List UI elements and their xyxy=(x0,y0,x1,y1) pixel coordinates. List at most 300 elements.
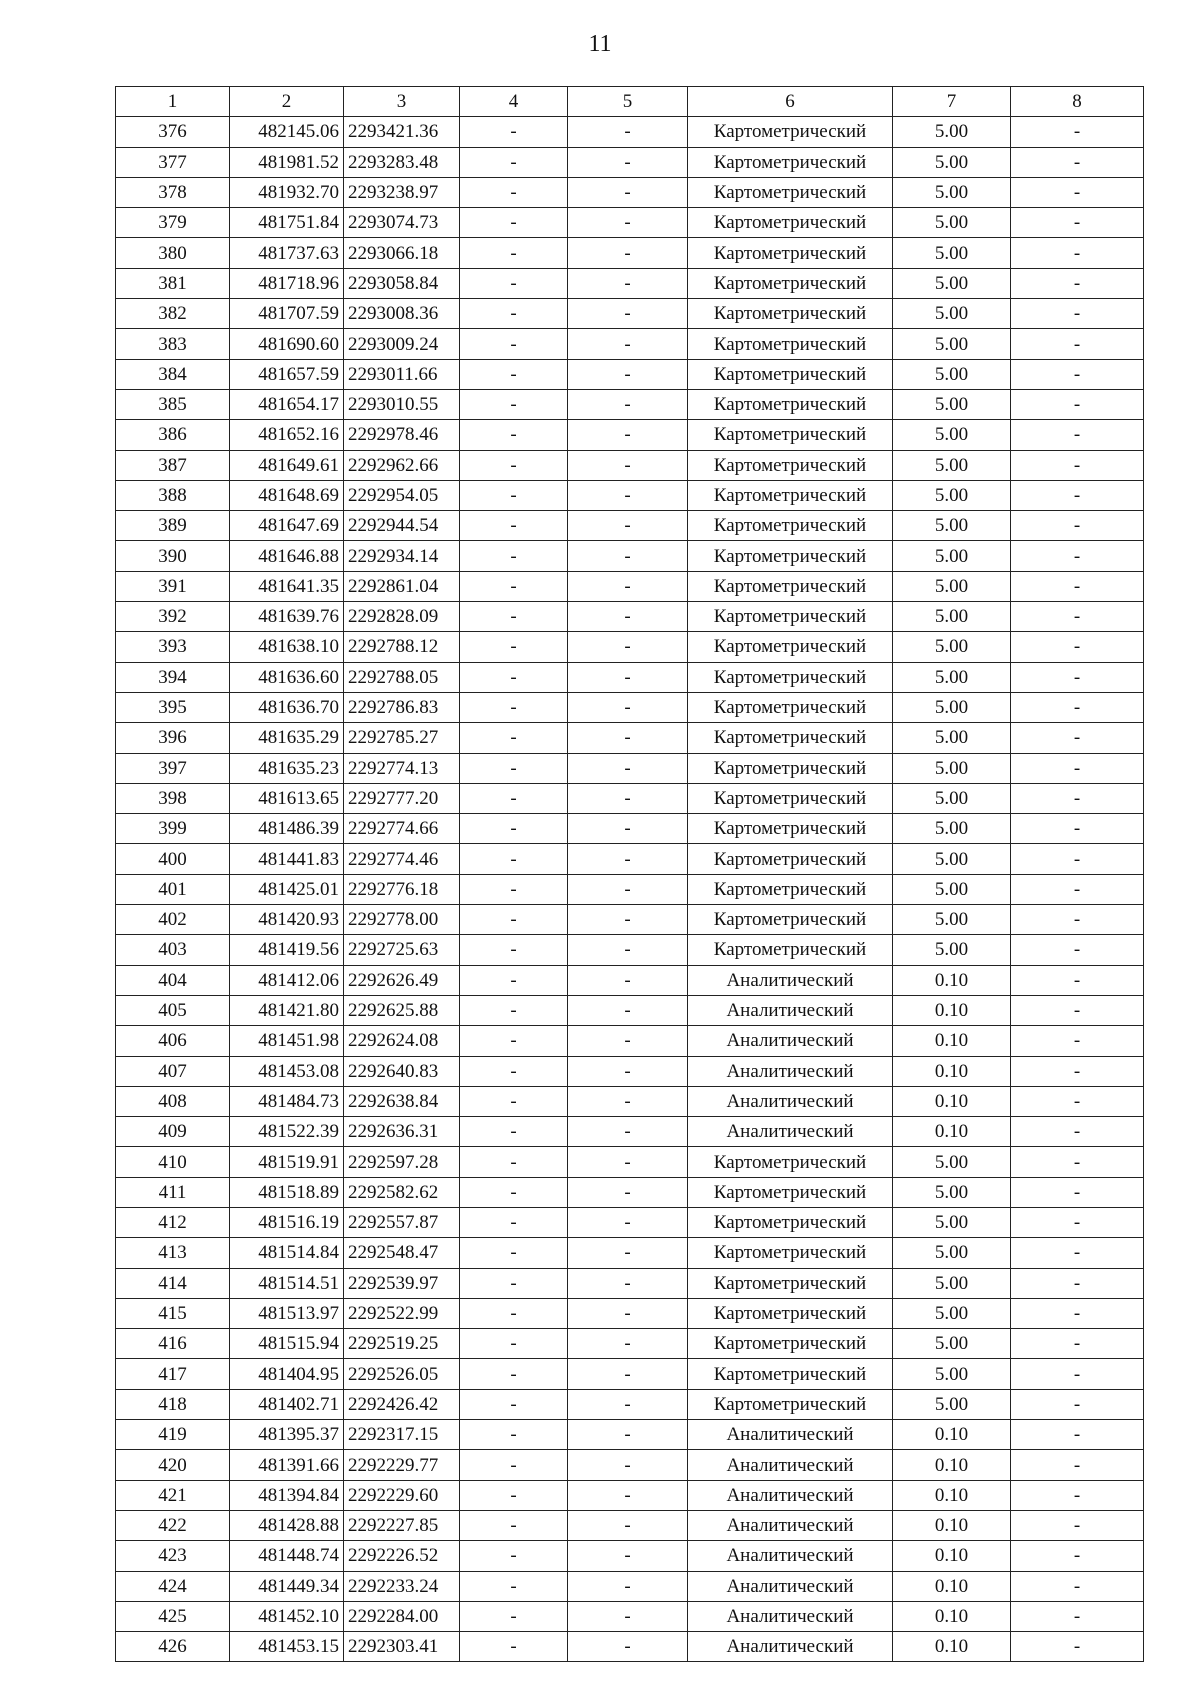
accuracy-cell: 5.00 xyxy=(893,692,1011,722)
y-coordinate-cell: 2292934.14 xyxy=(344,541,460,571)
table-row xyxy=(116,450,1144,480)
accuracy-cell: 5.00 xyxy=(893,117,1011,147)
point-number-cell: 401 xyxy=(116,874,230,904)
col-4-cell: - xyxy=(460,1298,568,1328)
y-coordinate-cell: 2292636.31 xyxy=(344,1117,460,1147)
point-number-cell: 380 xyxy=(116,238,230,268)
table-row xyxy=(116,1359,1144,1389)
point-number-cell: 408 xyxy=(116,1086,230,1116)
col-5-cell: - xyxy=(568,511,688,541)
y-coordinate-cell: 2292778.00 xyxy=(344,905,460,935)
table-row xyxy=(116,1601,1144,1631)
col-5-cell: - xyxy=(568,814,688,844)
col-4-cell: - xyxy=(460,268,568,298)
col-4-cell: - xyxy=(460,723,568,753)
col-8-cell: - xyxy=(1011,117,1144,147)
col-8-cell: - xyxy=(1011,1117,1144,1147)
col-8-cell: - xyxy=(1011,1329,1144,1359)
col-8-cell: - xyxy=(1011,268,1144,298)
col-4-cell: - xyxy=(460,1207,568,1237)
col-5-cell: - xyxy=(568,1510,688,1540)
x-coordinate-cell: 481707.59 xyxy=(230,299,344,329)
point-number-cell: 390 xyxy=(116,541,230,571)
col-5-cell: - xyxy=(568,1238,688,1268)
point-number-cell: 394 xyxy=(116,662,230,692)
method-cell: Аналитический xyxy=(688,1480,893,1510)
col-4-cell: - xyxy=(460,874,568,904)
method-cell: Аналитический xyxy=(688,1026,893,1056)
y-coordinate-cell: 2292229.60 xyxy=(344,1480,460,1510)
accuracy-cell: 0.10 xyxy=(893,1420,1011,1450)
x-coordinate-cell: 481649.61 xyxy=(230,450,344,480)
method-cell: Картометрический xyxy=(688,147,893,177)
x-coordinate-cell: 481635.29 xyxy=(230,723,344,753)
method-cell: Картометрический xyxy=(688,208,893,238)
y-coordinate-cell: 2293074.73 xyxy=(344,208,460,238)
col-5-cell: - xyxy=(568,1389,688,1419)
point-number-cell: 423 xyxy=(116,1541,230,1571)
accuracy-cell: 5.00 xyxy=(893,389,1011,419)
accuracy-cell: 5.00 xyxy=(893,177,1011,207)
table-row xyxy=(116,1298,1144,1328)
y-coordinate-cell: 2292828.09 xyxy=(344,602,460,632)
accuracy-cell: 5.00 xyxy=(893,541,1011,571)
point-number-cell: 420 xyxy=(116,1450,230,1480)
col-5-cell: - xyxy=(568,571,688,601)
method-cell: Картометрический xyxy=(688,814,893,844)
y-coordinate-cell: 2292785.27 xyxy=(344,723,460,753)
y-coordinate-cell: 2292526.05 xyxy=(344,1359,460,1389)
y-coordinate-cell: 2292303.41 xyxy=(344,1632,460,1662)
method-cell: Картометрический xyxy=(688,1238,893,1268)
method-cell: Картометрический xyxy=(688,1177,893,1207)
col-4-cell: - xyxy=(460,965,568,995)
method-cell: Картометрический xyxy=(688,935,893,965)
col-5-cell: - xyxy=(568,1601,688,1631)
point-number-cell: 421 xyxy=(116,1480,230,1510)
table-row xyxy=(116,1177,1144,1207)
x-coordinate-cell: 482145.06 xyxy=(230,117,344,147)
col-4-cell: - xyxy=(460,1268,568,1298)
point-number-cell: 395 xyxy=(116,692,230,722)
accuracy-cell: 5.00 xyxy=(893,329,1011,359)
col-5-cell: - xyxy=(568,1359,688,1389)
col-8-cell: - xyxy=(1011,177,1144,207)
col-4-cell: - xyxy=(460,117,568,147)
col-5-cell: - xyxy=(568,177,688,207)
y-coordinate-cell: 2292786.83 xyxy=(344,692,460,722)
method-cell: Картометрический xyxy=(688,1389,893,1419)
accuracy-cell: 0.10 xyxy=(893,1026,1011,1056)
method-cell: Картометрический xyxy=(688,753,893,783)
table-row xyxy=(116,814,1144,844)
method-cell: Картометрический xyxy=(688,299,893,329)
col-8-cell: - xyxy=(1011,1026,1144,1056)
point-number-cell: 416 xyxy=(116,1329,230,1359)
point-number-cell: 422 xyxy=(116,1510,230,1540)
x-coordinate-cell: 481486.39 xyxy=(230,814,344,844)
col-8-cell: - xyxy=(1011,632,1144,662)
method-cell: Картометрический xyxy=(688,541,893,571)
table-row xyxy=(116,268,1144,298)
accuracy-cell: 5.00 xyxy=(893,783,1011,813)
header-row xyxy=(116,87,1144,117)
accuracy-cell: 5.00 xyxy=(893,571,1011,601)
point-number-cell: 418 xyxy=(116,1389,230,1419)
accuracy-cell: 0.10 xyxy=(893,965,1011,995)
point-number-cell: 389 xyxy=(116,511,230,541)
col-5-cell: - xyxy=(568,905,688,935)
col-4-cell: - xyxy=(460,541,568,571)
table-row xyxy=(116,632,1144,662)
x-coordinate-cell: 481690.60 xyxy=(230,329,344,359)
method-cell: Картометрический xyxy=(688,359,893,389)
y-coordinate-cell: 2292774.66 xyxy=(344,814,460,844)
point-number-cell: 393 xyxy=(116,632,230,662)
table-row xyxy=(116,692,1144,722)
method-cell: Картометрический xyxy=(688,480,893,510)
method-cell: Картометрический xyxy=(688,692,893,722)
table-row xyxy=(116,541,1144,571)
method-cell: Аналитический xyxy=(688,1510,893,1540)
y-coordinate-cell: 2292774.46 xyxy=(344,844,460,874)
col-4-cell: - xyxy=(460,147,568,177)
x-coordinate-cell: 481657.59 xyxy=(230,359,344,389)
table-row xyxy=(116,420,1144,450)
col-4-cell: - xyxy=(460,571,568,601)
x-coordinate-cell: 481451.98 xyxy=(230,1026,344,1056)
column-header-7: 7 xyxy=(893,87,1011,117)
col-5-cell: - xyxy=(568,117,688,147)
col-4-cell: - xyxy=(460,1420,568,1450)
x-coordinate-cell: 481648.69 xyxy=(230,480,344,510)
table-row xyxy=(116,511,1144,541)
col-4-cell: - xyxy=(460,1601,568,1631)
column-header-8: 8 xyxy=(1011,87,1144,117)
point-number-cell: 415 xyxy=(116,1298,230,1328)
col-8-cell: - xyxy=(1011,692,1144,722)
col-8-cell: - xyxy=(1011,1147,1144,1177)
col-5-cell: - xyxy=(568,1177,688,1207)
accuracy-cell: 5.00 xyxy=(893,844,1011,874)
table-row xyxy=(116,1632,1144,1662)
method-cell: Картометрический xyxy=(688,905,893,935)
col-8-cell: - xyxy=(1011,1420,1144,1450)
point-number-cell: 409 xyxy=(116,1117,230,1147)
col-5-cell: - xyxy=(568,1298,688,1328)
x-coordinate-cell: 481932.70 xyxy=(230,177,344,207)
x-coordinate-cell: 481412.06 xyxy=(230,965,344,995)
table-row xyxy=(116,1450,1144,1480)
accuracy-cell: 0.10 xyxy=(893,1510,1011,1540)
col-8-cell: - xyxy=(1011,1268,1144,1298)
table-row xyxy=(116,1420,1144,1450)
col-8-cell: - xyxy=(1011,147,1144,177)
y-coordinate-cell: 2292625.88 xyxy=(344,995,460,1025)
accuracy-cell: 5.00 xyxy=(893,814,1011,844)
col-4-cell: - xyxy=(460,511,568,541)
y-coordinate-cell: 2292229.77 xyxy=(344,1450,460,1480)
method-cell: Картометрический xyxy=(688,571,893,601)
point-number-cell: 425 xyxy=(116,1601,230,1631)
col-4-cell: - xyxy=(460,692,568,722)
method-cell: Картометрический xyxy=(688,511,893,541)
point-number-cell: 379 xyxy=(116,208,230,238)
col-5-cell: - xyxy=(568,874,688,904)
table-row xyxy=(116,1329,1144,1359)
x-coordinate-cell: 481638.10 xyxy=(230,632,344,662)
y-coordinate-cell: 2292548.47 xyxy=(344,1238,460,1268)
method-cell: Картометрический xyxy=(688,238,893,268)
col-8-cell: - xyxy=(1011,511,1144,541)
y-coordinate-cell: 2293009.24 xyxy=(344,329,460,359)
x-coordinate-cell: 481453.15 xyxy=(230,1632,344,1662)
table-row xyxy=(116,723,1144,753)
accuracy-cell: 0.10 xyxy=(893,1571,1011,1601)
col-5-cell: - xyxy=(568,359,688,389)
accuracy-cell: 0.10 xyxy=(893,1117,1011,1147)
col-5-cell: - xyxy=(568,1480,688,1510)
col-5-cell: - xyxy=(568,783,688,813)
col-5-cell: - xyxy=(568,268,688,298)
y-coordinate-cell: 2292626.49 xyxy=(344,965,460,995)
table-row xyxy=(116,1238,1144,1268)
method-cell: Картометрический xyxy=(688,1359,893,1389)
col-5-cell: - xyxy=(568,753,688,783)
method-cell: Аналитический xyxy=(688,1056,893,1086)
method-cell: Аналитический xyxy=(688,1420,893,1450)
col-4-cell: - xyxy=(460,1026,568,1056)
y-coordinate-cell: 2292788.12 xyxy=(344,632,460,662)
col-5-cell: - xyxy=(568,1147,688,1177)
y-coordinate-cell: 2292640.83 xyxy=(344,1056,460,1086)
x-coordinate-cell: 481441.83 xyxy=(230,844,344,874)
col-8-cell: - xyxy=(1011,571,1144,601)
col-4-cell: - xyxy=(460,814,568,844)
table-row xyxy=(116,844,1144,874)
y-coordinate-cell: 2292557.87 xyxy=(344,1207,460,1237)
method-cell: Картометрический xyxy=(688,1298,893,1328)
method-cell: Аналитический xyxy=(688,1571,893,1601)
col-8-cell: - xyxy=(1011,602,1144,632)
x-coordinate-cell: 481453.08 xyxy=(230,1056,344,1086)
point-number-cell: 376 xyxy=(116,117,230,147)
x-coordinate-cell: 481452.10 xyxy=(230,1601,344,1631)
table-row xyxy=(116,874,1144,904)
point-number-cell: 386 xyxy=(116,420,230,450)
col-5-cell: - xyxy=(568,692,688,722)
method-cell: Картометрический xyxy=(688,1147,893,1177)
accuracy-cell: 5.00 xyxy=(893,1329,1011,1359)
col-8-cell: - xyxy=(1011,662,1144,692)
column-header-3: 3 xyxy=(344,87,460,117)
method-cell: Картометрический xyxy=(688,177,893,207)
col-5-cell: - xyxy=(568,1268,688,1298)
accuracy-cell: 5.00 xyxy=(893,905,1011,935)
col-4-cell: - xyxy=(460,208,568,238)
col-4-cell: - xyxy=(460,450,568,480)
col-5-cell: - xyxy=(568,420,688,450)
col-8-cell: - xyxy=(1011,359,1144,389)
x-coordinate-cell: 481652.16 xyxy=(230,420,344,450)
col-8-cell: - xyxy=(1011,1359,1144,1389)
method-cell: Картометрический xyxy=(688,1268,893,1298)
table-body xyxy=(116,117,1144,1662)
method-cell: Аналитический xyxy=(688,1632,893,1662)
column-header-5: 5 xyxy=(568,87,688,117)
col-8-cell: - xyxy=(1011,1177,1144,1207)
col-4-cell: - xyxy=(460,632,568,662)
col-5-cell: - xyxy=(568,1329,688,1359)
point-number-cell: 405 xyxy=(116,995,230,1025)
x-coordinate-cell: 481391.66 xyxy=(230,1450,344,1480)
x-coordinate-cell: 481421.80 xyxy=(230,995,344,1025)
accuracy-cell: 5.00 xyxy=(893,602,1011,632)
method-cell: Картометрический xyxy=(688,1207,893,1237)
col-4-cell: - xyxy=(460,602,568,632)
method-cell: Картометрический xyxy=(688,389,893,419)
y-coordinate-cell: 2292522.99 xyxy=(344,1298,460,1328)
table-row xyxy=(116,905,1144,935)
point-number-cell: 392 xyxy=(116,602,230,632)
y-coordinate-cell: 2292776.18 xyxy=(344,874,460,904)
point-number-cell: 381 xyxy=(116,268,230,298)
method-cell: Картометрический xyxy=(688,420,893,450)
point-number-cell: 410 xyxy=(116,1147,230,1177)
col-5-cell: - xyxy=(568,935,688,965)
accuracy-cell: 5.00 xyxy=(893,753,1011,783)
col-5-cell: - xyxy=(568,238,688,268)
col-5-cell: - xyxy=(568,602,688,632)
col-8-cell: - xyxy=(1011,1632,1144,1662)
col-4-cell: - xyxy=(460,1086,568,1116)
x-coordinate-cell: 481395.37 xyxy=(230,1420,344,1450)
accuracy-cell: 0.10 xyxy=(893,1056,1011,1086)
accuracy-cell: 5.00 xyxy=(893,1359,1011,1389)
accuracy-cell: 5.00 xyxy=(893,511,1011,541)
col-4-cell: - xyxy=(460,1359,568,1389)
page-number: 11 xyxy=(588,31,612,57)
accuracy-cell: 5.00 xyxy=(893,632,1011,662)
x-coordinate-cell: 481981.52 xyxy=(230,147,344,177)
x-coordinate-cell: 481641.35 xyxy=(230,571,344,601)
accuracy-cell: 5.00 xyxy=(893,935,1011,965)
col-4-cell: - xyxy=(460,1510,568,1540)
x-coordinate-cell: 481646.88 xyxy=(230,541,344,571)
col-8-cell: - xyxy=(1011,389,1144,419)
point-number-cell: 384 xyxy=(116,359,230,389)
y-coordinate-cell: 2293008.36 xyxy=(344,299,460,329)
y-coordinate-cell: 2292725.63 xyxy=(344,935,460,965)
col-5-cell: - xyxy=(568,147,688,177)
table-row xyxy=(116,1541,1144,1571)
col-5-cell: - xyxy=(568,1117,688,1147)
y-coordinate-cell: 2292944.54 xyxy=(344,511,460,541)
col-4-cell: - xyxy=(460,1541,568,1571)
table-row xyxy=(116,995,1144,1025)
col-5-cell: - xyxy=(568,965,688,995)
point-number-cell: 417 xyxy=(116,1359,230,1389)
method-cell: Картометрический xyxy=(688,723,893,753)
accuracy-cell: 0.10 xyxy=(893,1541,1011,1571)
point-number-cell: 414 xyxy=(116,1268,230,1298)
table-row xyxy=(116,571,1144,601)
y-coordinate-cell: 2292638.84 xyxy=(344,1086,460,1116)
y-coordinate-cell: 2293421.36 xyxy=(344,117,460,147)
col-5-cell: - xyxy=(568,1207,688,1237)
y-coordinate-cell: 2292426.42 xyxy=(344,1389,460,1419)
x-coordinate-cell: 481404.95 xyxy=(230,1359,344,1389)
col-5-cell: - xyxy=(568,632,688,662)
accuracy-cell: 0.10 xyxy=(893,995,1011,1025)
y-coordinate-cell: 2293011.66 xyxy=(344,359,460,389)
col-8-cell: - xyxy=(1011,905,1144,935)
method-cell: Аналитический xyxy=(688,995,893,1025)
y-coordinate-cell: 2293010.55 xyxy=(344,389,460,419)
col-4-cell: - xyxy=(460,1389,568,1419)
col-8-cell: - xyxy=(1011,1086,1144,1116)
y-coordinate-cell: 2292624.08 xyxy=(344,1026,460,1056)
point-number-cell: 413 xyxy=(116,1238,230,1268)
table-row xyxy=(116,935,1144,965)
accuracy-cell: 5.00 xyxy=(893,1298,1011,1328)
accuracy-cell: 0.10 xyxy=(893,1601,1011,1631)
x-coordinate-cell: 481449.34 xyxy=(230,1571,344,1601)
col-5-cell: - xyxy=(568,1450,688,1480)
point-number-cell: 396 xyxy=(116,723,230,753)
x-coordinate-cell: 481639.76 xyxy=(230,602,344,632)
col-5-cell: - xyxy=(568,1541,688,1571)
point-number-cell: 391 xyxy=(116,571,230,601)
col-8-cell: - xyxy=(1011,1601,1144,1631)
point-number-cell: 387 xyxy=(116,450,230,480)
accuracy-cell: 5.00 xyxy=(893,268,1011,298)
point-number-cell: 404 xyxy=(116,965,230,995)
col-4-cell: - xyxy=(460,1571,568,1601)
col-8-cell: - xyxy=(1011,995,1144,1025)
x-coordinate-cell: 481428.88 xyxy=(230,1510,344,1540)
col-8-cell: - xyxy=(1011,238,1144,268)
col-4-cell: - xyxy=(460,995,568,1025)
accuracy-cell: 5.00 xyxy=(893,208,1011,238)
col-4-cell: - xyxy=(460,844,568,874)
table-row xyxy=(116,480,1144,510)
x-coordinate-cell: 481420.93 xyxy=(230,905,344,935)
method-cell: Картометрический xyxy=(688,117,893,147)
col-8-cell: - xyxy=(1011,420,1144,450)
col-5-cell: - xyxy=(568,1056,688,1086)
col-4-cell: - xyxy=(460,905,568,935)
y-coordinate-cell: 2292317.15 xyxy=(344,1420,460,1450)
method-cell: Картометрический xyxy=(688,874,893,904)
point-number-cell: 424 xyxy=(116,1571,230,1601)
point-number-cell: 406 xyxy=(116,1026,230,1056)
y-coordinate-cell: 2292226.52 xyxy=(344,1541,460,1571)
col-5-cell: - xyxy=(568,480,688,510)
y-coordinate-cell: 2292788.05 xyxy=(344,662,460,692)
x-coordinate-cell: 481737.63 xyxy=(230,238,344,268)
point-number-cell: 383 xyxy=(116,329,230,359)
x-coordinate-cell: 481647.69 xyxy=(230,511,344,541)
method-cell: Картометрический xyxy=(688,329,893,359)
x-coordinate-cell: 481516.19 xyxy=(230,1207,344,1237)
col-8-cell: - xyxy=(1011,299,1144,329)
table-row xyxy=(116,1026,1144,1056)
table-row xyxy=(116,1268,1144,1298)
col-4-cell: - xyxy=(460,1480,568,1510)
table-row xyxy=(116,1480,1144,1510)
column-header-2: 2 xyxy=(230,87,344,117)
